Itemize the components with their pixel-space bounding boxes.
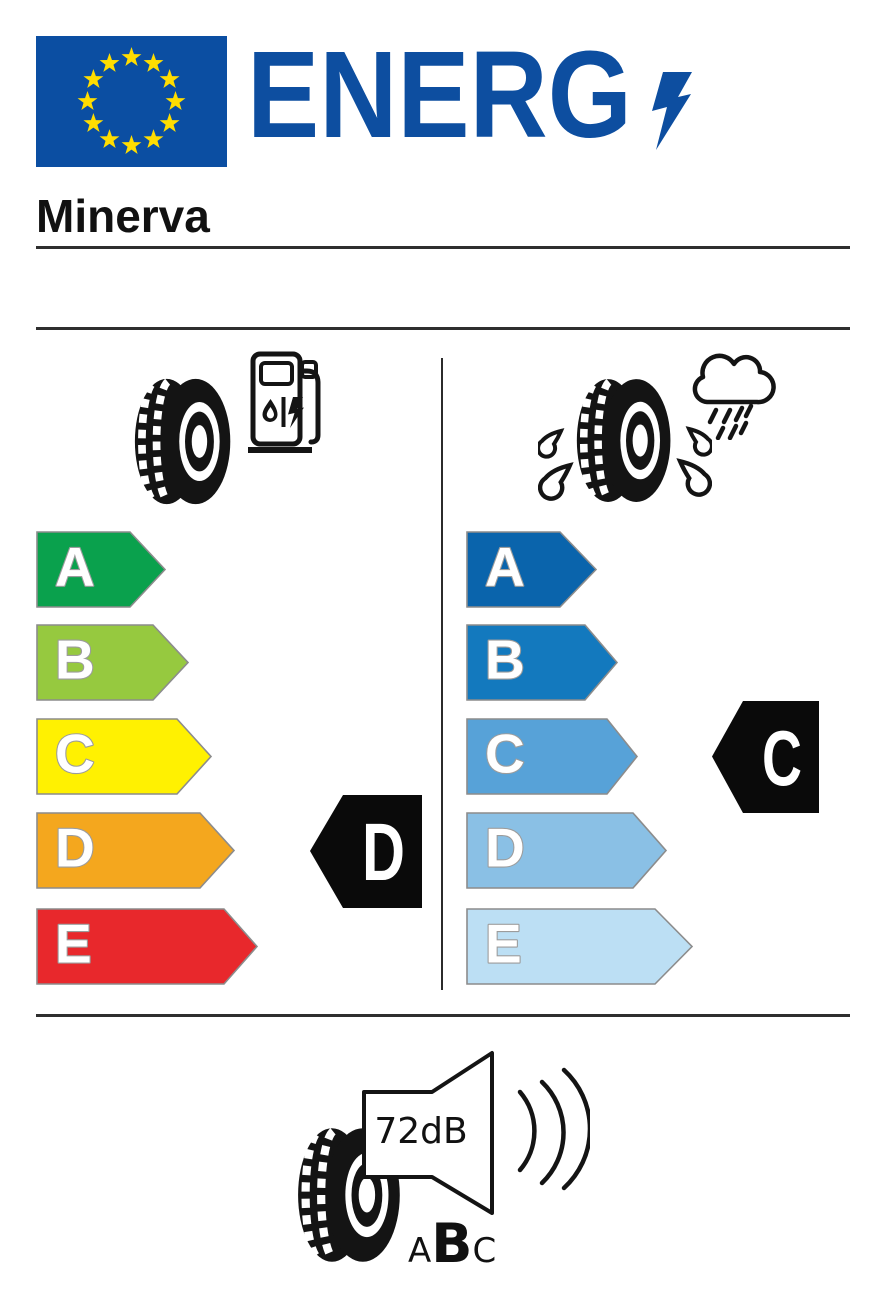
rain-drops-icon (710, 406, 751, 438)
fuel-pump-icon (248, 350, 322, 454)
fuel-class-e-bar (36, 908, 259, 985)
wet-class-b-bar (466, 624, 619, 701)
svg-text:C: C (55, 722, 95, 785)
noise-class-b: B (431, 1212, 473, 1275)
energ-logo-text: ENERG (247, 27, 632, 164)
wet-class-a-bar (466, 531, 598, 608)
fuel-class-a-bar (36, 531, 167, 608)
column-divider-line (441, 358, 443, 990)
svg-text:D: D (362, 807, 405, 898)
fuel-rating-indicator (310, 795, 424, 908)
svg-text:A: A (55, 535, 95, 598)
svg-text:D: D (55, 816, 95, 879)
svg-text:C: C (762, 714, 802, 802)
rain-cloud-icon (683, 348, 779, 440)
divider-line-top (36, 246, 850, 249)
svg-text:D: D (485, 816, 525, 879)
fuel-class-c-bar (36, 718, 213, 795)
svg-text:E: E (55, 912, 92, 975)
svg-text:A: A (485, 535, 525, 598)
brand-name: Minerva (36, 190, 210, 242)
noise-class-scale (408, 1212, 497, 1275)
wet-class-d-bar (466, 812, 668, 889)
divider-line-middle (36, 327, 850, 330)
wet-grip-rating-indicator (712, 701, 821, 813)
svg-text:E: E (485, 912, 522, 975)
sound-waves-icon (512, 1064, 590, 1194)
wet-class-c-bar (466, 718, 639, 795)
divider-line-bottom (36, 1014, 850, 1017)
svg-text:B: B (485, 628, 525, 691)
wet-class-e-bar (466, 908, 694, 985)
fuel-class-d-bar (36, 812, 236, 889)
svg-text:B: B (55, 628, 95, 691)
eu-flag-icon (36, 36, 227, 167)
noise-class-a: A (408, 1231, 432, 1271)
noise-class-c: C (472, 1231, 497, 1271)
noise-decibel-value: 72dB (374, 1111, 468, 1152)
svg-text:C: C (485, 722, 525, 785)
tire-icon (132, 376, 238, 508)
fuel-class-b-bar (36, 624, 190, 701)
lightning-bolt-icon (648, 72, 696, 150)
